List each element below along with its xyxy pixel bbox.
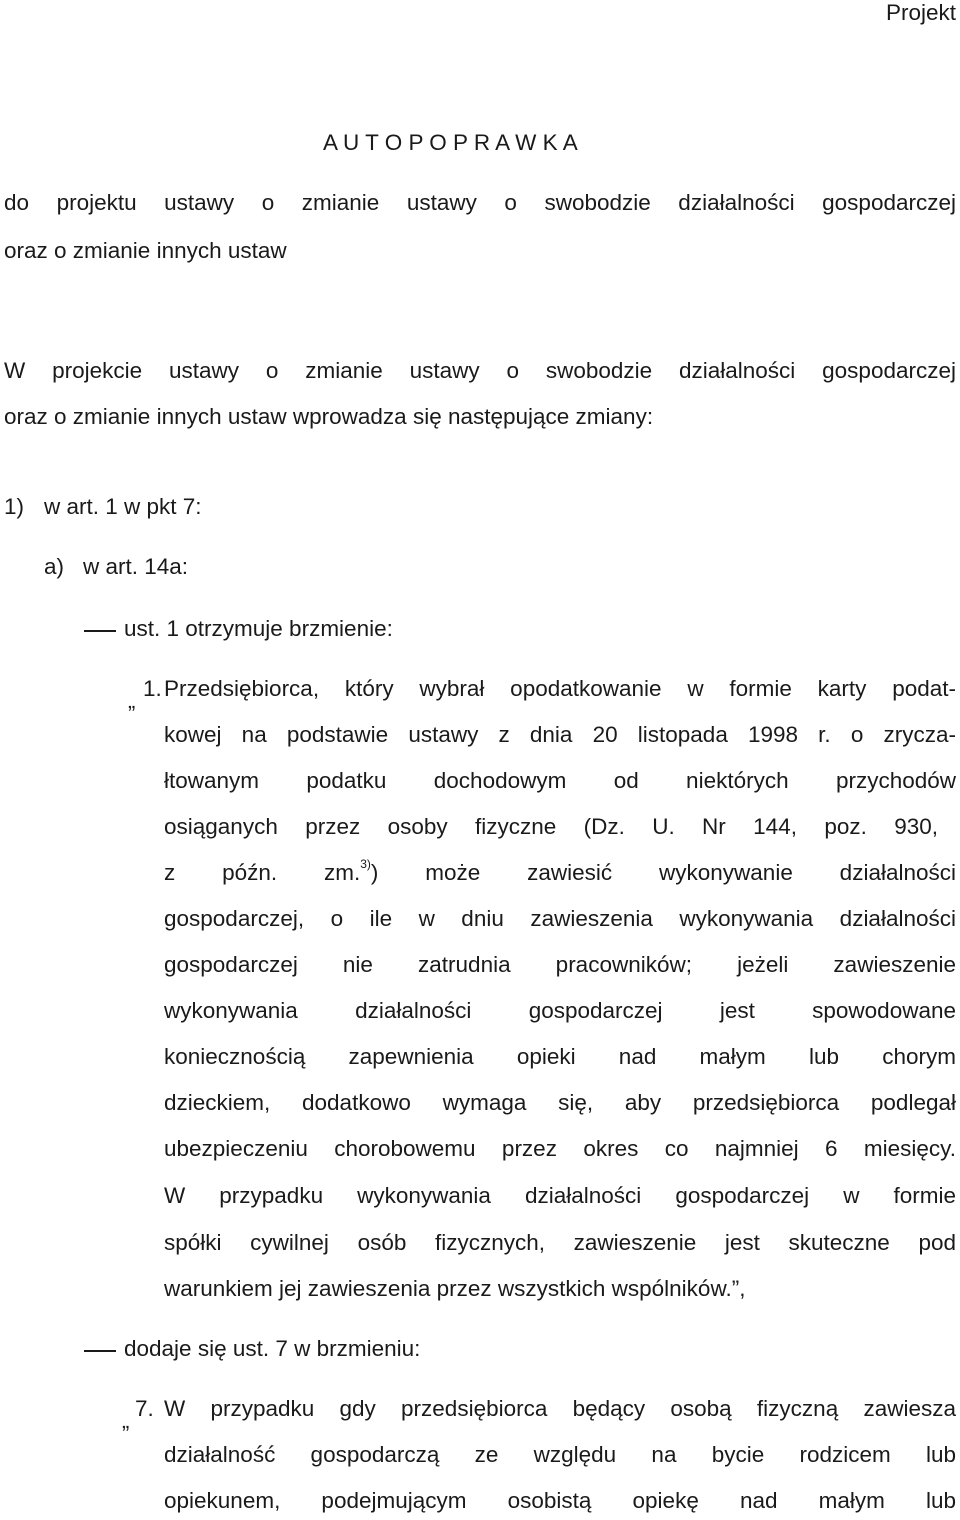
ust-1-line-1: Przedsiębiorca, który wybrał opodatkowanie w formie karty podat- bbox=[164, 676, 956, 701]
intro-line-1: W projekcie ustawy o zmianie ustawy o swobodzie działalności gospodarczej bbox=[4, 358, 956, 383]
ust-1-line-14: warunkiem jej zawieszenia przez wszystkich wspólników.”, bbox=[164, 1276, 746, 1301]
ust-1-line-12: W przypadku wykonywania działalności gospodarczej w formie bbox=[164, 1183, 956, 1208]
point-1-number: 1) bbox=[4, 494, 25, 519]
opening-quote-mark: „ bbox=[128, 688, 136, 713]
ust-1-line-7: gospodarczej nie zatrudnia pracowników; jeżeli zawieszenie bbox=[164, 952, 956, 977]
point-1-text: w art. 1 w pkt 7: bbox=[44, 494, 202, 519]
ust-7-number: 7. bbox=[135, 1396, 154, 1421]
document-subtitle-line-2: oraz o zmianie innych ustaw bbox=[4, 238, 287, 263]
tiret-1-text: ust. 1 otrzymuje brzmienie: bbox=[124, 616, 393, 641]
ust-7-line-1: W przypadku gdy przedsiębiorca będący osobą fizyczną zawiesza bbox=[164, 1396, 956, 1421]
ust-1-line-3: łtowanym podatku dochodowym od niektórych przychodów bbox=[164, 768, 956, 793]
letter-a-text: w art. 14a: bbox=[83, 554, 189, 579]
tiret-dash bbox=[84, 630, 116, 632]
ust-1-line-6: gospodarczej, o ile w dniu zawieszenia wykonywania działalności bbox=[164, 906, 956, 931]
project-label: Projekt bbox=[885, 0, 956, 25]
ust-1-line-8: wykonywania działalności gospodarczej jest spowodowane bbox=[164, 998, 956, 1023]
footnote-reference: 3) bbox=[360, 857, 371, 871]
ust-1-number: 1. bbox=[143, 676, 162, 701]
ust-1-line-11: ubezpieczeniu chorobowemu przez okres co najmniej 6 miesięcy. bbox=[164, 1136, 956, 1161]
letter-a-marker: a) bbox=[44, 554, 65, 579]
ust-1-line-5 bbox=[164, 857, 956, 885]
ust-1-line-9: koniecznością zapewnienia opieki nad małym lub chorym bbox=[164, 1044, 956, 1069]
tiret-dash bbox=[84, 1350, 116, 1352]
ust-1-line-13: spółki cywilnej osób fizycznych, zawieszenie jest skuteczne pod bbox=[164, 1230, 956, 1255]
ust-1-line-2: kowej na podstawie ustawy z dnia 20 listopada 1998 r. o zrycza- bbox=[164, 722, 956, 747]
ust-7-line-3: opiekunem, podejmującym osobistą opiekę nad małym lub bbox=[164, 1488, 956, 1513]
ust-1-line-4: osiąganych przez osoby fizyczne (Dz. U. Nr 144, poz. 930, bbox=[164, 814, 938, 839]
ust-7-line-2: działalność gospodarczą ze względu na bycie rodzicem lub bbox=[164, 1442, 956, 1467]
opening-quote-mark: „ bbox=[122, 1408, 130, 1433]
intro-line-2: oraz o zmianie innych ustaw wprowadza się następujące zmiany: bbox=[4, 404, 654, 429]
line-5-start: z późn. zm. bbox=[164, 860, 361, 885]
tiret-2-text: dodaje się ust. 7 w brzmieniu: bbox=[124, 1336, 421, 1361]
ust-1-line-10: dzieckiem, dodatkowo wymaga się, aby przedsiębiorca podlegał bbox=[164, 1090, 956, 1115]
document-subtitle-line-1: do projektu ustawy o zmianie ustawy o swobodzie działalności gospodarczej bbox=[4, 190, 956, 215]
document-heading: A U T O P O P R A W K A bbox=[323, 130, 578, 155]
line-5-end: ) może zawiesić wykonywanie działalności bbox=[370, 860, 956, 885]
